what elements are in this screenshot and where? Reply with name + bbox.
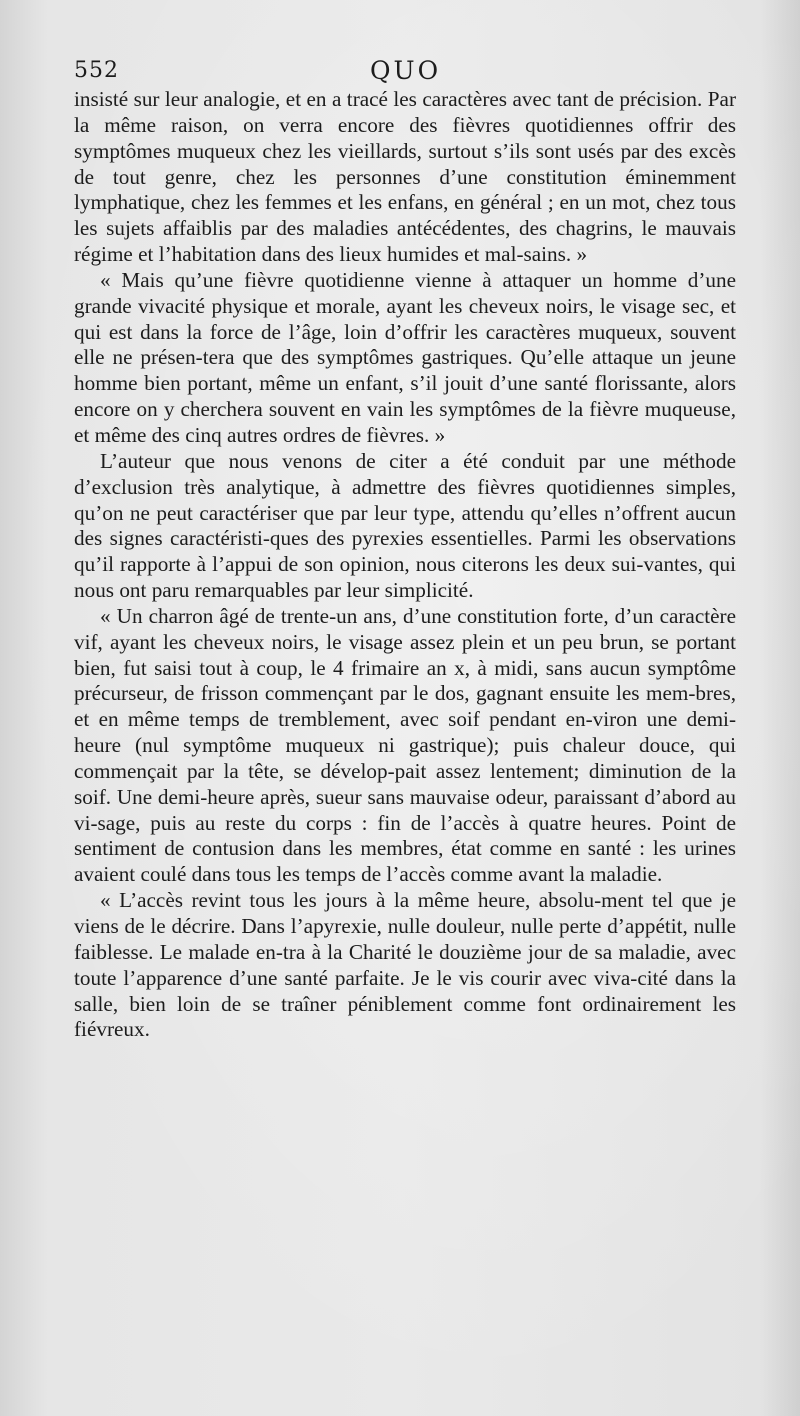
body-text — [74, 87, 736, 1043]
page-header — [74, 52, 736, 92]
page-number: 552 — [74, 58, 119, 83]
running-head: QUO — [370, 56, 442, 85]
paragraph-continuation: insisté sur leur analogie, et en a tracé les caractères avec tant de précision. Par la même raison, on verra encore des fièvres quotidiennes offrir des symptômes muqueux chez les vieillards, surtout s’ils sont usés par des excès de tout genre, chez les personnes d’une constitution éminemment lymphatique, chez les femmes et les enfans, en général ; en un mot, chez tous les sujets affaiblis par des maladies antécédentes, des chagrins, le mauvais régime et l’habitation dans des lieux humides et mal-sains. » — [74, 87, 736, 267]
paragraph-observation-acces: « L’accès revint tous les jours à la même heure, absolu-ment tel que je viens de le décrire. Dans l’apyrexie, nulle douleur, nulle perte d’appétit, nulle faiblesse. Le malade en-tra à la Charité le douzième jour de sa maladie, avec toute l’apparence d’une santé parfaite. Je le vis courir avec viva-cité dans la salle, bien loin de se traîner péniblement comme font ordinairement les fiévreux. — [74, 888, 736, 1042]
paragraph-observation-charron: « Un charron âgé de trente-un ans, d’une constitution forte, d’un caractère vif, ayant les cheveux noirs, le visage assez plein et un peu brun, se portant bien, fut saisi tout à coup, le 4 frimaire an x, à midi, sans aucun symptôme précurseur, de frisson commençant par le dos, gagnant ensuite les mem-bres, et en même temps de tremblement, avec soif pendant en-viron une demi-heure (nul symptôme muqueux ni gastrique); puis chaleur douce, qui commençait par la tête, se dévelop-pait assez lentement; diminution de la soif. Une demi-heure après, sueur sans mauvaise odeur, paraissant d’abord au vi-sage, puis au reste du corps : fin de l’accès à quatre heures. Point de sentiment de contusion dans les membres, état comme en santé : les urines avaient coulé dans tous les temps de l’accès comme avant la maladie. — [74, 603, 736, 887]
paragraph-auteur: L’auteur que nous venons de citer a été conduit par une méthode d’exclusion très analytique, à admettre des fièvres quotidiennes simples, qu’on ne peut caractériser que par leur type, attendu qu’elles n’offrent aucun des signes caractéristi-ques des pyrexies essentielles. Parmi les observations qu’il rapporte à l’appui de son opinion, nous citerons les deux sui-vantes, qui nous ont paru remarquables par leur simplicité. — [74, 448, 736, 603]
paragraph-quote-fievre: « Mais qu’une fièvre quotidienne vienne à attaquer un homme d’une grande vivacité physique et morale, ayant les cheveux noirs, le visage sec, et qui est dans la force de l’âge, loin d’offrir les caractères muqueux, souvent elle ne présen-tera que des symptômes gastriques. Qu’elle attaque un jeune homme bien portant, même un enfant, s’il jouit d’une santé florissante, alors encore on y cherchera souvent en vain les symptômes de la fièvre muqueuse, et même des cinq autres ordres de fièvres. » — [74, 267, 736, 447]
